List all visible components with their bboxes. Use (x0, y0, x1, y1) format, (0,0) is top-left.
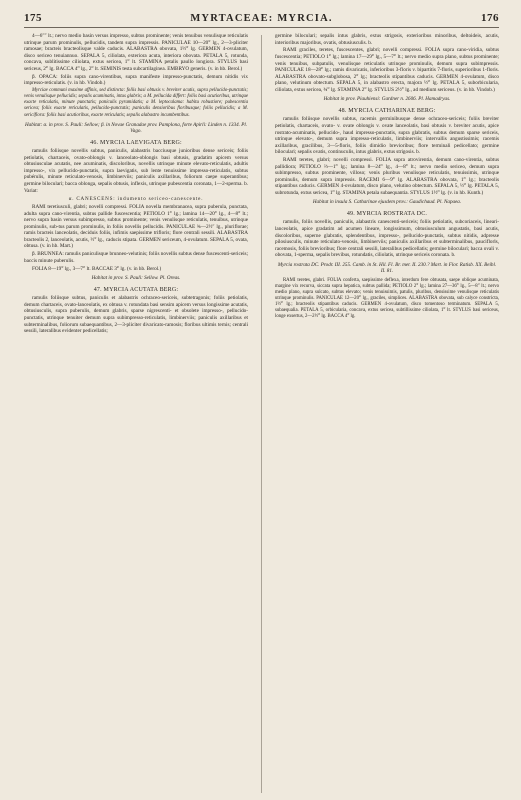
species-heading-49: 49. MYRCIA ROSTRATA DC. (346, 210, 428, 217)
species-heading-46: 46. MYRCIA LAEVIGATA BERG: (90, 139, 182, 146)
two-column-body (24, 33, 499, 793)
species-heading-48: 48. MYRCIA CATHARINAE BERG: (338, 107, 436, 114)
species-description: ramulis, foliis novellis, paniculis, alabastris canescenti-sericeis; foliis petiolatis, subcoriaceis, lineari-lanceolatis, apice gradatim ad acumen lineare, longissimum, obtusiusculum angustatis, basi acutis, discoloribus, superne glabratis, splendentibus, impresso-, pellucido-punctatis, subtus nitidis, adpresse pilosiusculis, minute reticulato-venosis, limbinerviis; paniculis axillaribus et subterminalibus, pauciflorls, racemosis, foliis brevioribus; flore centrali sessili, lateralibus pedicellatis; germine biloculari; bacca ovali v. obovata, 1-sperma, sepalis brevibus, rotundatis, ciliolatis, utrinque sericeis coronata. b. (274, 219, 499, 259)
paragraph: RAMI graciles, teretes, fuscescentes, glabri; novelli compressi. FOLIA supra cano-viridia, subtus fuscescentia; PETIOLO 1‴ lg.; lamina 17—29‴ lg., 5—7‴ lt.; nervo medio supra plano, subtus prominente; venis tenuibus, subpatulis, venulisque reticulatis utrinque prominulis, demum supra subimpressis. PANICULAE 18—28‴ lg.; ramis divaricatis, inferioribus 3-floris v. bipartitis 7-floris, superioribus 1-floris. ALABASTRA obovato-subglobosa, 2‴ lg.; bracteolis stipantibus caducis. GERMEN 4-ovulatum, disco plano, velutinum obtectum. SEPALA 5, in alabastro erecta, majora ½‴ lg. PETALA 5, suborbicularia, ciliolata, extus sericea, ¾‴ lg. STAMINA 2‴ lg. STYLUS 2½‴ lg., ad medium sericeus. (v. in hb. Vindob.) (274, 47, 499, 93)
paragraph: germine biloculari; sepalis intus glabris, extus strigosis, exterioribus minoribus, deltoideis, acutis, interioribus majoribus, ovatis, obtusiusculis. b. (274, 33, 499, 46)
running-title: MYRTACEAE: MYRCIA. (190, 13, 333, 24)
running-header (24, 12, 499, 28)
paragraph: FOLIA 8—19‴ lg., 3—7‴ lt. BACCAE 3‴ lg. (v. in hb. Berol.) (32, 265, 162, 272)
species-description: ramulis foliisque novellis subtus, paniculis, alabastris bacciusque junioribus dense sericeis; foliis petiolatis, chartaceis, ovato-oblongis v. lanceolato-oblongis basi obtusis, gradatim apicem versus obtusiusculae acutatis, nee acuminatis, discoloribus, novellis utrinque minute elevato-reticulatis, adultis impresso-, vix pellucido-punctatis, supra laevigatis, sub lente tenuissime impresso-reticulatis, subtus pubérulis, minute reticulato-venosis, limbinerviis; paniculis axillaribus, foliorum caepe superantibus; germine biloculari; bacca oblonga, sepalis obtusis, inflexis, utrinque pubescentia coronata, 1—2-sperma. b. Variat: (24, 148, 249, 194)
habitat-line: Habitat in prov. S. Pauli: Sellow. Pl. Oreas. (91, 275, 181, 282)
page-number-right: 176 (481, 12, 499, 24)
habitat-line: Habitat: α. in prov. S. Pauli: Sellow; β. in Novae Granadae prov. Pamplona, forte Apirli: Linden n. 1334. Pl. Vago. (25, 121, 248, 135)
habitat-line: Habitat in prov. Piauhiensi: Gardner n. 2606. Pl. Hamadryas. (323, 96, 451, 103)
paragraph: RAMI teretes, glabri. FOLIA conferta, saepissime deflexa, interdum fere obtusata, saepe oblique acuminata, margine vix recurva, siccata supra hepatica, subtus pallida; PETIOLO 2‴ lg.; lamina 27—36‴ lg., 5—8″ lt.; nervo medio plano, supra sulcato, subtus elevato; venis tenuissimis, patulis, pluribus, densissime venulisque reticulatis utrinque prominulis. PANICULAE 12—20‴ lg., graciles, simplices. ALABASTRA obovata, sub calyce constricta, 1½‴ lg.; bracteolis stipantibus caducis. GERMEN 4-ovulatum, disco tomentoso terminatum. SEPALA 5, subaequalia. PETALA 5, orbicularia, concava, extus sericea, subtillissime ciliolata, 1‴ lt. STYLUS basi sericeus, longe exsertus, 2—2½‴ lg. BACCA 4‴ lg. (274, 277, 499, 320)
right-column (275, 33, 499, 793)
species-description: ramulis foliisque subtus, paniculis et alabastris ochraceo-sericeis, subtetragonis; foliis petiolatis, demum chartaceis, ovato-lanceolatis, ex obtusa v. rotundata basi sensim apicem versus longissime acutatis, obtusiusculis, supra puberulis, demum glabris, sparse nigrescenti- et obsolete impresso-, pellucido-punctatis, utrinque tenuiter demum supra subimpresso-reticulatis, limbinerviis; paniculis axillaribus et subterminalibus, foliorum subaequantibus, 2—3-pliciter divaricato-ramosis; floribus ultimis ternis; centrali sessili, lateralibus evidenter pedicellatis; (24, 295, 249, 335)
synonymy-line: Myrcia rostrata DC. Prodr. III. 255. Camb. in St. Hil. Fl. Br. mer. II. 230.? Mart. in Flor. Ratisb. XX. Beibl. II. 81. (277, 261, 497, 275)
variety-heading: α. CANESCENS: indumento sericeo-canescente. (68, 196, 204, 203)
paragraph: RAMI teretiusculi, glabri; novelli compressi. FOLIA novella membranacea, supra puberula, punctata, adulta supra cano-virentia, subtus pallide fuscescentia; PETIOLO 1‴ lg.; lamina 14—20‴ lg., 4—8‴ lt.; nervo supra basin versus subimpresso, subtus prominente; venis venulisque reticulatis, tenuibus, utrinque prominulis, sub-tus parum prominulis, in foliis novellis pellucidis. PANICULAE ¾—2½″ lg., pluriflorae; ramis bracteis lanceolatis, deciduis foliis, infimis saepissime trifloris; flore centrali sessili. ALABASTRA bracteolis 2, lanceolatis, acutis, ½‴ lg., caducis stipata. GERMEN sericeum, 4-ovulatum. SEPALA 5, ovata, obtusa. (v. in hb. Mart.) (24, 204, 249, 250)
paragraph: 4—6″″ lt.; nervo medio basin versus impresso, subtus prominente; venis tenuibus venulisque reticulatis utrinque parum prominulis, pellucidis, tandem supra impressis. PANICULAE 10—20‴ lg., 2—3-pliciter ramosae; bracteis bracteolisque valde caducis. ALABASTRA obovata, 1½‴ lg. GERMEN 4-ovulatum, disco sericeo tenuiannuo. SEPALA 5, ciliolata, exteriora acuta, interiora obovata. PETALA 5, rotunda, concava, sublitissime ciliolata, extus sericea, 1‴ lt. STAMINA petalis paullo longiora. STYLUS basi sericeus, 2‴ lg. BACCA 4‴ lg., 2‴ lt. SEMINIS testa subcartilaginea. EMBRYO generis. (v. in hb. Berol.) (24, 33, 249, 72)
variety-paragraph: β. OPACA: foliis supra cano-virentibus, supra manifeste impresso-punctatis, demum nitidis vix impresso-reticulatis. (v. in hb. Vindob.) (24, 73, 249, 87)
remark-paragraph: Myrciae communi maxime affinis, sed distincta: foliis basi obtusis v. breviter acutis, supra pellucido-punctatis; venis venulisque pellucidis; sepalis acuminatis, intus glabris; a M. pellucida differt: foliis basi acutioribus, utrinque exacte reticulatis, minute punctatis; paniculis pyramidatis; a M. leptocalama: habitu robustiore; pubescentia sericea; foliis exacte reticulatis, pellucido-punctatis; paniculis densioribus floribusque; foliis pellucidis; a M. sericiflora: foliis basi acutioribus, exacte reticulatis; sepalis alabastro incumbentibus. (24, 88, 249, 118)
column-rule (261, 35, 262, 793)
paragraph: RAMI teretes, glabri; novelli compressi. FOLIA supra atrovirentia, demum cano-virentia, subtus pallidiora; PETIOLO ⅔—1‴ lg.; lamina 8—24‴ lg., 4—8‴ lt.; nervo medio sericeo, demum supra subimpresso, subtus prominente, villoso; venis pluribus venulisque reticulatis, tenuissimis, utrinque prominulis, demum supra impressis. RACEMI 6—9‴ lg. ALABASTRA obovata, 1‴ lg.; bracteolis stipantibus caducis. GERMEN 4-ovulatum, disco plano, velutino obtectum. SEPALA 5, ½‴ lg. PETALA 5, subrotunda, extus sericea, 1‴ lg. STAMINA petala subaequantia. STYLUS 1½‴ lg. (v. in hb. Kunth.) (274, 157, 499, 196)
species-description: ramulis foliisque novellis subtus, racemis germinibusque dense ochraceo-sericeis; foliis breviter petiolatis, chartaceis, ovato- v. ovate oblongis v. ovate lanceolatis, basi obtusis v. breviter acutis, apice rostrato-acuminatis, pellucido-, haud impresso-punctatis, supra glabratis, subtus demum sparse sericeis, utrinque elevato-, demum supra impresso-reticulatis, limbinerviis; intervallis angustissimis; racemis axillaribus, gracilibus, 3—5-floris, foliis dimidio brevioribus; flore terminali pedicellato; germine biloculari; sepalis ovatis, continuculis, intus glabris, extus strigosis. b. (274, 116, 499, 156)
variety-paragraph: β. BRUNNEA: ramulis paniculisque brunneo-velutinis; foliis novellis subtus dense fuscescenti-sericeis; baccis minute puberulis. (24, 251, 249, 264)
habitat-line: Habitat in insula S. Catharinae ejusdem prov.: Gaudichaud. Pl. Napaea. (312, 199, 462, 206)
page-number-left: 175 (24, 12, 42, 24)
left-column (24, 33, 248, 793)
species-heading-47: 47. MYRCIA ACUTATA BERG: (93, 286, 179, 293)
